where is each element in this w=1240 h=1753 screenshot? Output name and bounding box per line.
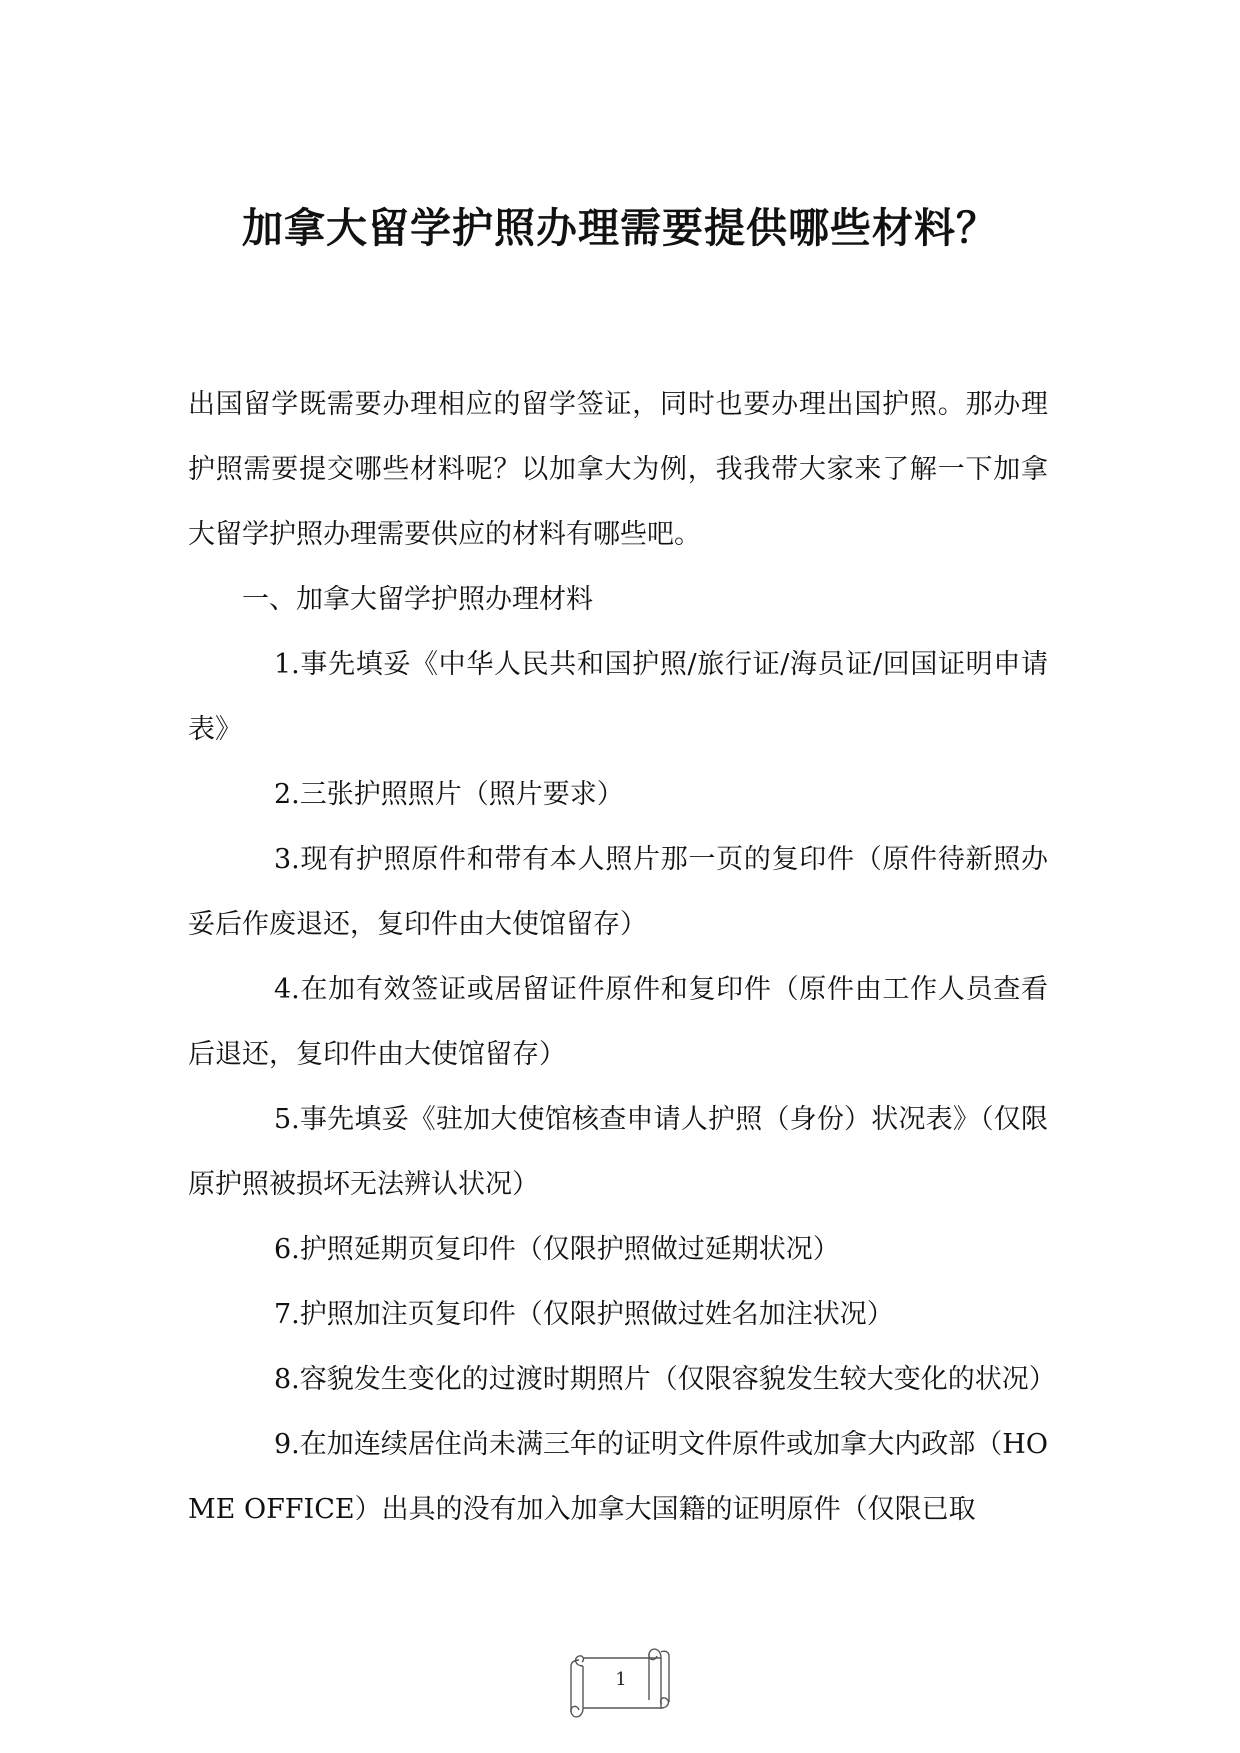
list-item-9: 9.在加连续居住尚未满三年的证明文件原件或加拿大内政部（HOME OFFICE）出具的没有加入加拿大国籍的证明原件（仅限已取 (188, 1429, 1048, 1525)
list-item-8: 8.容貌发生变化的过渡时期照片（仅限容貌发生较大变化的状况） (274, 1364, 1056, 1395)
list-item-5: 5.事先填妥《驻加大使馆核查申请人护照（身份）状况表》（仅限原护照被损坏无法辨认状况） (188, 1104, 1048, 1200)
page-number-scroll (565, 1636, 677, 1726)
list-item-3: 3.现有护照原件和带有本人照片那一页的复印件（原件待新照办妥后作废退还，复印件由大使馆留存） (188, 844, 1048, 940)
page-number: 1 (615, 1669, 627, 1690)
section-heading: 一、加拿大留学护照办理材料 (242, 584, 593, 615)
list-item-4: 4.在加有效签证或居留证件原件和复印件（原件由工作人员查看后退还，复印件由大使馆留存） (188, 974, 1048, 1070)
document-body (188, 372, 1056, 1542)
list-item-1: 1.事先填妥《中华人民共和国护照/旅行证/海员证/回国证明申请表》 (188, 649, 1048, 745)
list-item-7: 7.护照加注页复印件（仅限护照做过姓名加注状况） (274, 1299, 894, 1330)
document-title: 加拿大留学护照办理需要提供哪些材料？ (242, 204, 998, 252)
intro-paragraph: 出国留学既需要办理相应的留学签证，同时也要办理出国护照。那办理护照需要提交哪些材料呢？以加拿大为例，我我带大家来了解一下加拿大留学护照办理需要供应的材料有哪些吧。 (188, 389, 1048, 550)
list-item-2: 2.三张护照照片（照片要求） (274, 779, 624, 810)
list-item-6: 6.护照延期页复印件（仅限护照做过延期状况） (274, 1234, 840, 1265)
